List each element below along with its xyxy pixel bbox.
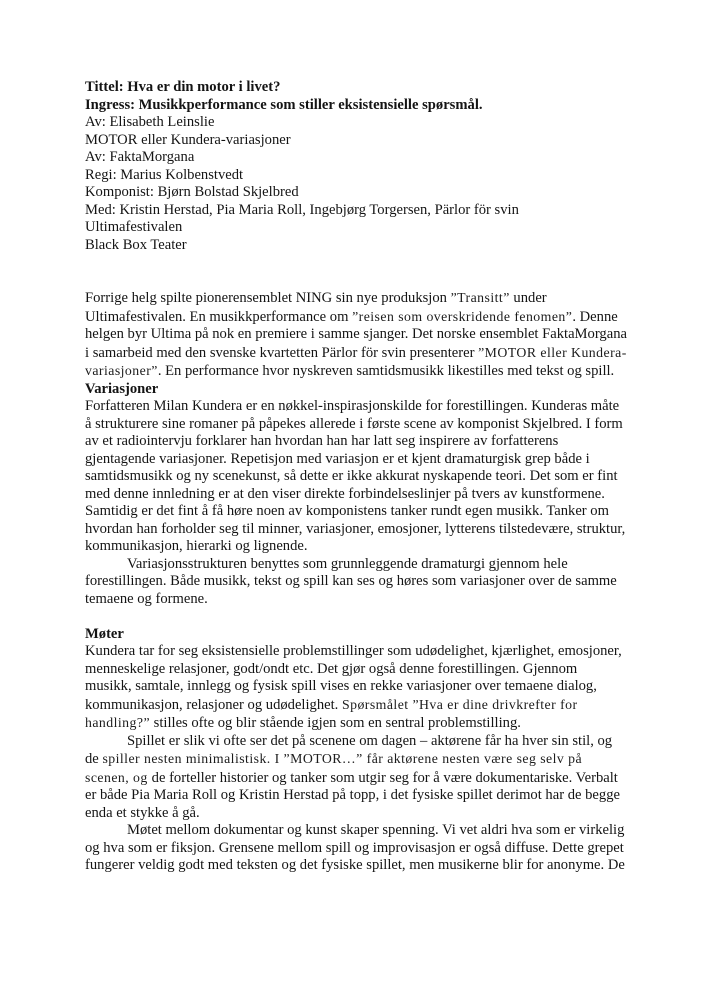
paragraph	[85, 822, 627, 875]
paragraph	[85, 733, 627, 823]
credit-line-venue: Black Box Teater	[85, 236, 187, 253]
credit-line-production: MOTOR eller Kundera-variasjoner	[85, 131, 291, 148]
text-run: Forrige helg spilte pionerensemblet NING sin nye produksjon	[85, 290, 451, 306]
text-run: stilles ofte og blir stående igjen som en sentral problemstilling.	[150, 715, 521, 731]
text-run: ”reisen som overskridende fenomen”	[352, 308, 573, 324]
credits-block	[85, 132, 627, 255]
document-ingress: Ingress: Musikkperformance som stiller eksistensielle spørsmål.	[85, 96, 483, 113]
document-title: Tittel: Hva er din motor i livet?	[85, 79, 281, 95]
text-run: Variasjonsstrukturen benyttes som grunnleggende dramaturgi gjennom hele forestillingen. Både musikk, tekst og spill kan ses og høres som variasjoner over de samme temaene og formene.	[85, 555, 617, 607]
text-run: ”MOTOR eller Kundera-variasjoner”	[85, 344, 627, 378]
text-run: spiller nesten minimalistisk. I ”MOTOR…” får aktørene nesten være seg selv på scenen, og	[85, 751, 583, 785]
credit-line-composer: Komponist: Bjørn Bolstad Skjelbred	[85, 184, 299, 200]
text-run: Spørsmålet ”Hva er dine drivkrefter for handling?”	[85, 696, 578, 730]
byline: Av: Elisabeth Leinslie	[85, 114, 215, 130]
intro-paragraph	[85, 289, 627, 381]
text-run: . En performance hvor nyskreven samtidsmusikk likestilles med tekst og spill.	[157, 363, 615, 379]
paragraph	[85, 556, 627, 609]
text-run: under Ultimafestivalen. En musikkperformance om	[85, 290, 547, 325]
text-run: Møtet mellom dokumentar og kunst skaper spenning. Vi vet aldri hva som er virkelig og hva som er fiksjon. Grensene mellom spill og improvisasjon er også diffuse. Dette grepet fungerer veldig godt med teksten og det fysiske spillet, men musikerne blir for anonyme. De	[85, 822, 625, 873]
text-run: Spillet er slik vi ofte ser det på scenene om dagen – aktørene får ha hver sin stil, og de	[85, 732, 613, 767]
section-moter	[85, 626, 627, 875]
section-variasjoner	[85, 381, 627, 609]
text-run: . Denne helgen byr Ultima på nok en premiere i samme sjanger. Det norske ensemblet FaktaMorgana i samarbeid med den svenske kvartetten Pärlor för svin presenterer	[85, 308, 627, 361]
text-run: de forteller historier og tanker som utgir seg for å være dokumentariske. Verbalt er både Pia Maria Roll og Kristin Herstad på topp, i det fysiske spillet derimot har de begge enda et stykke å gå.	[85, 769, 620, 821]
credit-line-company: Av: FaktaMorgana	[85, 149, 195, 165]
text-run: Forfatteren Milan Kundera er en nøkkel-inspirasjonskilde for forestillingen. Kunderas måte å strukturere sine romaner på påpekes allerede i første scene av komponist Skjelbred. I form av et radiointervju forklarer han hvordan han har latt seg inspirere av forfatterens gjentagende variasjoner. Repetisjon med variasjon er et kjent dramaturgisk grep både i samtidsmusikk og ny scenekunst, så dette er ikke akkurat nyskapende teori. Det som er fint med denne innledning er at den viser direkte forbindelseslinjer på tvers av kunstformene. Samtidig er det fint å få høre noen av komponistens tanker rundt egen musikk. Tanker om hvordan han forholder seg til minner, variasjoner, emosjoner, lytterens tilstedevære, struktur, kommunikasjon, hierarki og lignende.	[85, 398, 626, 554]
paragraph	[85, 643, 627, 733]
text-run: ”Transitt”	[450, 290, 510, 305]
section-heading-moter: Møter	[85, 625, 124, 642]
text-run: Kundera tar for seg eksistensielle problemstillinger som udødelighet, kjærlighet, emosjoner, menneskelige relasjoner, godt/ondt etc. Det gjør også denne forestillingen. Gjennom musikk, samtale, innlegg og fysisk spill vises en rekke variasjoner over temaene dialog, kommunikasjon, relasjoner og udødelighet.	[85, 643, 622, 713]
credit-line-director: Regi: Marius Kolbenstvedt	[85, 166, 244, 183]
paragraph	[85, 398, 627, 556]
section-heading-variasjoner: Variasjoner	[85, 380, 159, 397]
credit-line-festival: Ultimafestivalen	[85, 219, 183, 235]
credit-line-performers: Med: Kristin Herstad, Pia Maria Roll, Ingebjørg Torgersen, Pärlor för svin	[85, 201, 519, 218]
